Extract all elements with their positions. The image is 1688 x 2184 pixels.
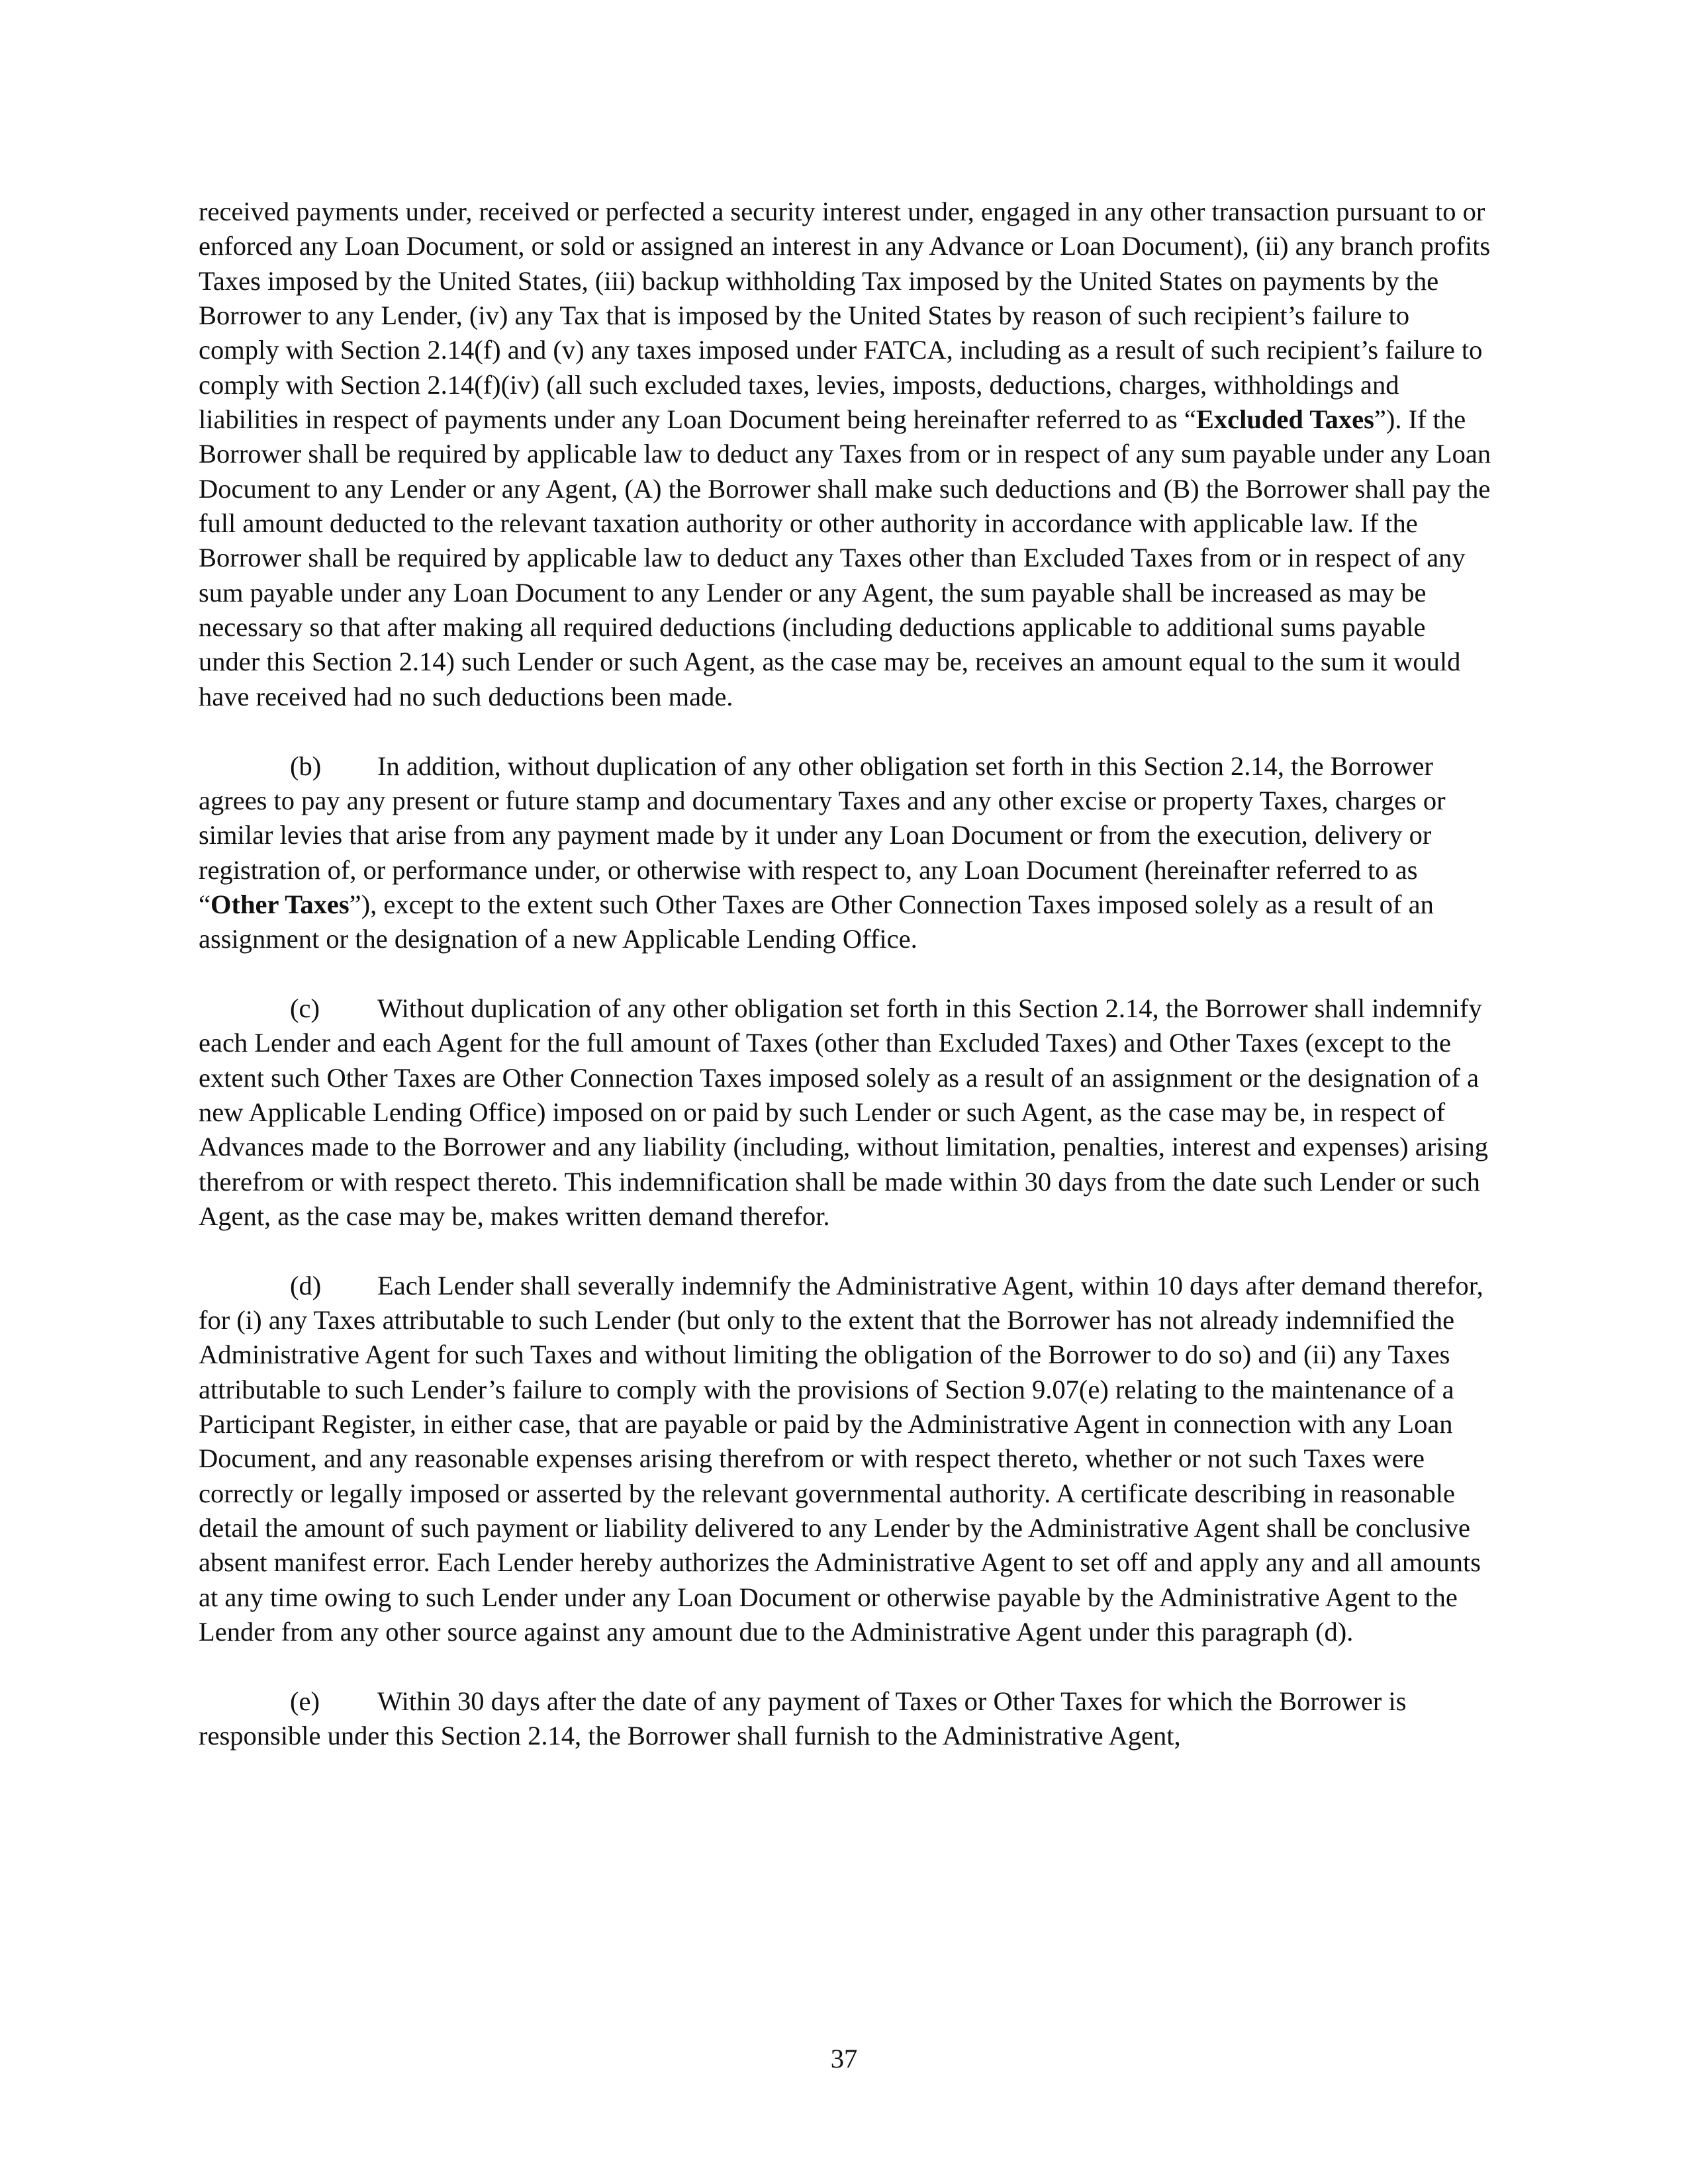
paragraph-d: [199, 1269, 1493, 1650]
paragraph-a-continuation: [199, 195, 1493, 714]
text-segment: Within 30 days after the date of any payment of Taxes or Other Taxes for which the Borrower is responsible under this Section 2.14, the Borrower shall furnish to the Administrative Agent,: [199, 1686, 1407, 1751]
text-segment: Each Lender shall severally indemnify the Administrative Agent, within 10 days after demand therefor, for (i) any Taxes attributable to such Lender (but only to the extent that the Borrower has not already indemnified the Administrative Agent for such Taxes and without limiting the obligation of the Borrower to do so) and (ii) any Taxes attributable to such Lender’s failure to comply with the provisions of Section 9.07(e) relating to the maintenance of a Participant Register, in either case, that are payable or paid by the Administrative Agent in connection with any Loan Document, and any reasonable expenses arising therefrom or with respect thereto, whether or not such Taxes were correctly or legally imposed or asserted by the relevant governmental authority. A certificate describing in reasonable detail the amount of such payment or liability delivered to any Lender by the Administrative Agent shall be conclusive absent manifest error. Each Lender hereby authorizes the Administrative Agent to set off and apply any and all amounts at any time owing to such Lender under any Loan Document or otherwise payable by the Administrative Agent to the Lender from any other source against any amount due to the Administrative Agent under this paragraph (d).: [199, 1270, 1483, 1647]
text-segment: ”), except to the extent such Other Taxes are Other Connection Taxes imposed solely as a result of an assignment or the designation of a new Applicable Lending Office.: [199, 889, 1434, 954]
page-number: 37: [830, 2044, 858, 2073]
paragraph-label: (e): [290, 1686, 320, 1716]
text-segment: In addition, without duplication of any other obligation set forth in this Section 2.14, the Borrower agrees to pay any present or future stamp and documentary Taxes and any other excise or property Taxes, charges or similar levies that arise from any payment made by it under any Loan Document or from the execution, delivery or registration of, or performance under, or otherwise with respect to, any Loan Document (hereinafter referred to as “: [199, 751, 1446, 919]
document-body: [199, 195, 1493, 1788]
text-segment: received payments under, received or perfected a security interest under, engaged in any other transaction pursuant to or enforced any Loan Document, or sold or assigned an interest in any Advance or Loan Document), (ii) any branch profits Taxes imposed by the United States, (iii) backup withholding Tax imposed by the United States on payments by the Borrower to any Lender, (iv) any Tax that is imposed by the United States by reason of such recipient’s failure to comply with Section 2.14(f) and (v) any taxes imposed under FATCA, including as a result of such recipient’s failure to comply with Section 2.14(f)(iv) (all such excluded taxes, levies, imposts, deductions, charges, withholdings and liabilities in respect of payments under any Loan Document being hereinafter referred to as “: [199, 197, 1491, 435]
paragraph-label: (b): [290, 751, 322, 781]
paragraph-c: [199, 991, 1493, 1234]
paragraph-e: [199, 1684, 1493, 1754]
paragraph-label: (c): [290, 993, 320, 1023]
text-segment: ”). If the Borrower shall be required by applicable law to deduct any Taxes from or in respect of any sum payable under any Loan Document to any Lender or any Agent, (A) the Borrower shall make such deductions and (B) the Borrower shall pay the full amount deducted to the relevant taxation authority or other authority in accordance with applicable law. If the Borrower shall be required by applicable law to deduct any Taxes other than Excluded Taxes from or in respect of any sum payable under any Loan Document to any Lender or any Agent, the sum payable shall be increased as may be necessary so that after making all required deductions (including deductions applicable to additional sums payable under this Section 2.14) such Lender or such Agent, as the case may be, receives an amount equal to the sum it would have received had no such deductions been made.: [199, 404, 1491, 711]
paragraph-b: [199, 749, 1493, 957]
text-segment: Without duplication of any other obligation set forth in this Section 2.14, the Borrower shall indemnify each Lender and each Agent for the full amount of Taxes (other than Excluded Taxes) and Other Taxes (except to the extent such Other Taxes are Other Connection Taxes imposed solely as a result of an assignment or the designation of a new Applicable Lending Office) imposed on or paid by such Lender or such Agent, as the case may be, in respect of Advances made to the Borrower and any liability (including, without limitation, penalties, interest and expenses) arising therefrom or with respect thereto. This indemnification shall be made within 30 days from the date such Lender or such Agent, as the case may be, makes written demand therefor.: [199, 993, 1489, 1231]
paragraph-label: (d): [290, 1270, 322, 1300]
defined-term-other-taxes: Other Taxes: [210, 889, 350, 919]
defined-term-excluded-taxes: Excluded Taxes: [1196, 404, 1374, 435]
